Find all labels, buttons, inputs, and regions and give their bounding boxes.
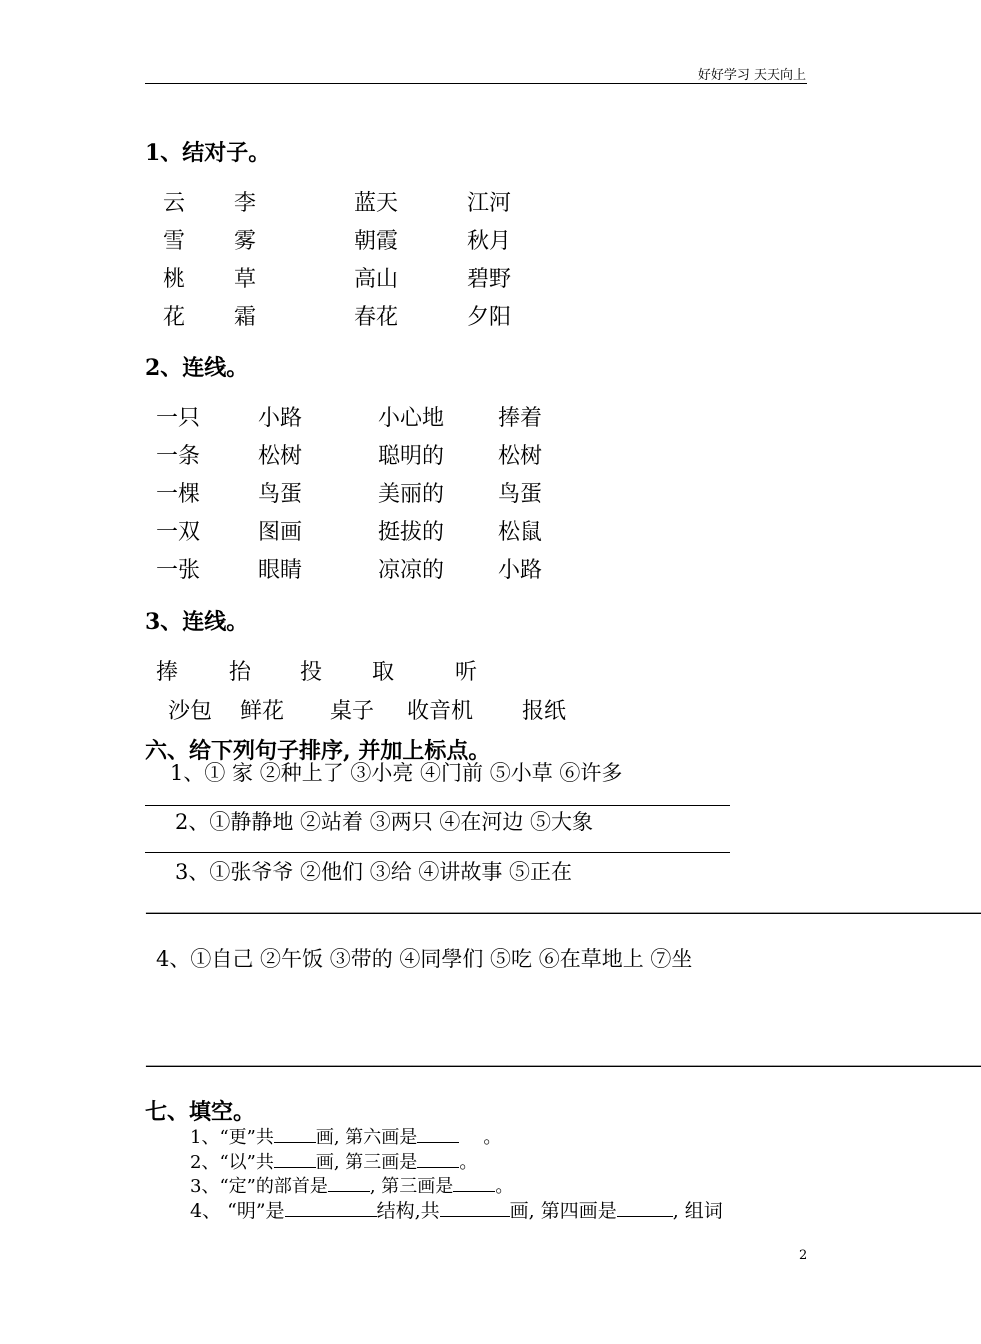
answer-dash-line: ———————————————————————————————————————————— xyxy=(145,900,981,924)
verb-word: 听 xyxy=(455,660,478,685)
answer-line xyxy=(145,852,730,853)
noun-word: 沙包 xyxy=(168,699,213,724)
section2-heading: 2、连线。 xyxy=(145,355,249,381)
section7-heading: 七、填空。 xyxy=(145,1099,256,1125)
fill-text: 。 xyxy=(459,1152,478,1173)
word-cell: 一张 xyxy=(156,558,201,583)
fill-text: 结构,共 xyxy=(376,1200,440,1222)
noun-word: 桌子 xyxy=(330,699,375,724)
fill-text: , 组词 xyxy=(672,1200,723,1222)
verb-word: 捧 xyxy=(156,660,179,685)
fill-item xyxy=(190,1172,513,1198)
word-cell: 春花 xyxy=(354,305,399,330)
word-cell: 小路 xyxy=(498,558,543,583)
word-cell: 高山 xyxy=(354,267,399,292)
word-cell: 李 xyxy=(234,191,257,216)
word-cell: 小心地 xyxy=(378,406,445,431)
word-cell: 一双 xyxy=(156,520,201,545)
verb-word: 抬 xyxy=(229,660,252,685)
fill-blank[interactable] xyxy=(617,1202,673,1217)
noun-word: 报纸 xyxy=(522,699,567,724)
word-cell: 松树 xyxy=(498,444,543,469)
word-cell: 桃 xyxy=(163,267,186,292)
fill-text: 。 xyxy=(483,1127,502,1148)
answer-dash-line: ———————————————————————————————————————————— xyxy=(145,1053,981,1077)
fill-text: , 第三画是 xyxy=(369,1176,454,1197)
word-cell: 雪 xyxy=(163,229,186,254)
word-cell: 松鼠 xyxy=(498,520,543,545)
word-cell: 朝霞 xyxy=(354,229,399,254)
word-cell: 鸟蛋 xyxy=(498,482,543,507)
word-cell: 秋月 xyxy=(467,229,512,254)
sentence-item: 4、①自己 ②午饭 ③带的 ④同學们 ⑤吃 ⑥在草地上 ⑦坐 xyxy=(156,947,693,971)
fill-item xyxy=(190,1196,723,1223)
header-rule xyxy=(145,83,807,84)
word-cell: 图画 xyxy=(258,520,303,545)
verb-word: 取 xyxy=(372,660,395,685)
fill-text: 画, 第六画是 xyxy=(315,1127,418,1148)
page-number: 2 xyxy=(799,1248,808,1263)
fill-text: 4、 “明”是 xyxy=(190,1200,285,1222)
sentence-item: 1、① 家 ②种上了 ③小亮 ④门前 ⑤小草 ⑥许多 xyxy=(170,761,623,785)
sentence-item: 2、①静静地 ②站着 ③两只 ④在河边 ⑤大象 xyxy=(175,810,594,834)
word-cell: 小路 xyxy=(258,406,303,431)
word-cell: 一棵 xyxy=(156,482,201,507)
fill-blank[interactable] xyxy=(417,1128,459,1143)
fill-blank[interactable] xyxy=(274,1153,316,1168)
word-cell: 鸟蛋 xyxy=(258,482,303,507)
noun-word: 收音机 xyxy=(407,699,474,724)
word-cell: 蓝天 xyxy=(354,191,399,216)
sentence-item: 3、①张爷爷 ②他们 ③给 ④讲故事 ⑤正在 xyxy=(175,860,573,884)
word-cell: 美丽的 xyxy=(378,482,445,507)
word-cell: 挺拔的 xyxy=(378,520,445,545)
fill-blank[interactable] xyxy=(285,1202,377,1217)
fill-text: 画, 第三画是 xyxy=(315,1152,418,1173)
word-cell: 碧野 xyxy=(467,267,512,292)
header-motto: 好好学习 天天向上 xyxy=(697,68,806,83)
fill-text: 。 xyxy=(495,1176,514,1197)
fill-blank[interactable] xyxy=(440,1202,510,1217)
fill-item xyxy=(190,1148,477,1174)
fill-blank[interactable] xyxy=(328,1177,370,1192)
fill-item xyxy=(190,1123,501,1149)
fill-text: 1、“更”共 xyxy=(190,1127,274,1148)
word-cell: 花 xyxy=(163,305,186,330)
noun-word: 鲜花 xyxy=(240,699,285,724)
section1-heading: 1、结对子。 xyxy=(145,140,271,166)
word-cell: 云 xyxy=(163,191,186,216)
word-cell: 夕阳 xyxy=(467,305,512,330)
section6-heading: 六、给下列句子排序, 并加上标点。 xyxy=(145,738,491,764)
fill-blank[interactable] xyxy=(274,1128,316,1143)
word-cell: 一条 xyxy=(156,444,201,469)
fill-blank[interactable] xyxy=(453,1177,495,1192)
fill-text: 2、“以”共 xyxy=(190,1152,274,1173)
word-cell: 凉凉的 xyxy=(378,558,445,583)
verb-word: 投 xyxy=(300,660,323,685)
word-cell: 霜 xyxy=(234,305,257,330)
section3-heading: 3、连线。 xyxy=(145,609,249,635)
word-cell: 聪明的 xyxy=(378,444,445,469)
fill-blank[interactable] xyxy=(417,1153,459,1168)
fill-text: 3、“定”的部首是 xyxy=(190,1176,328,1197)
word-cell: 江河 xyxy=(467,191,512,216)
word-cell: 一只 xyxy=(156,406,201,431)
word-cell: 捧着 xyxy=(498,406,543,431)
fill-text: 画, 第四画是 xyxy=(509,1200,617,1222)
word-cell: 雾 xyxy=(234,229,257,254)
word-cell: 眼睛 xyxy=(258,558,303,583)
word-cell: 松树 xyxy=(258,444,303,469)
word-cell: 草 xyxy=(234,267,257,292)
